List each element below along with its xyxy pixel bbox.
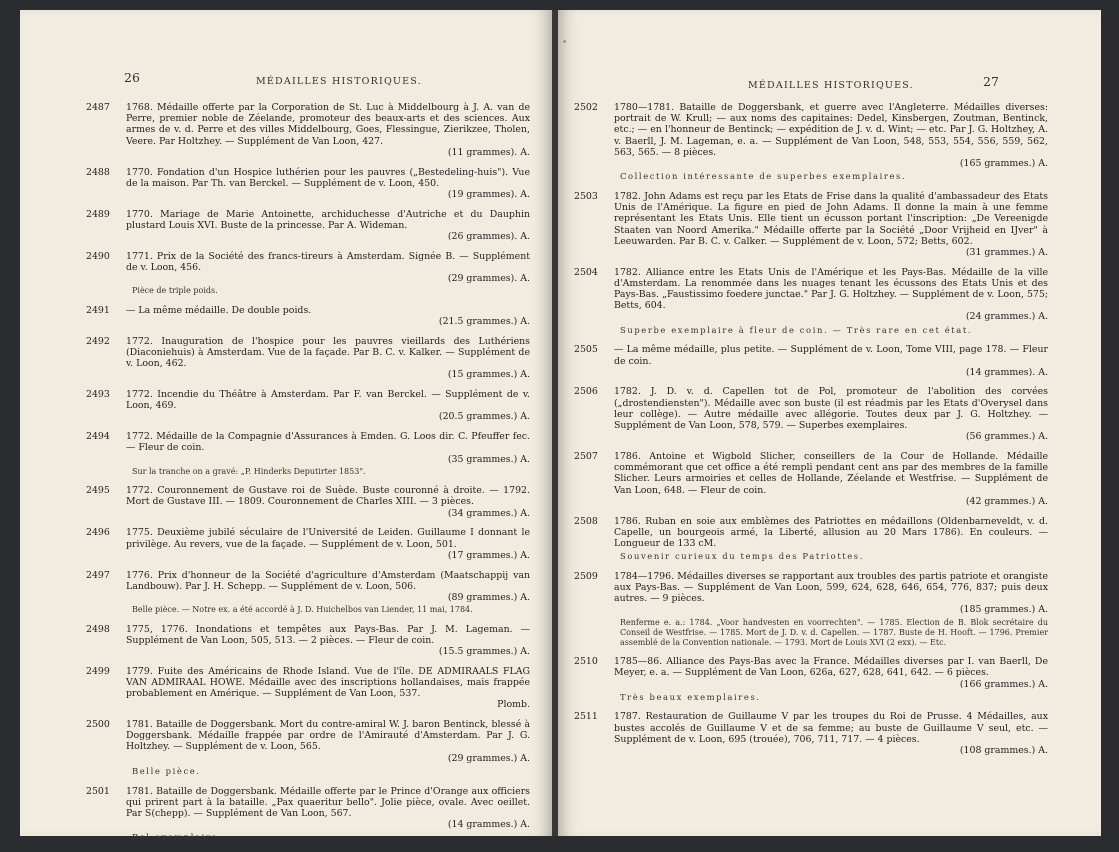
entry-weight: (89 grammes.) A. [447, 591, 530, 603]
entry-number: 2507 [574, 450, 598, 462]
entry-weight: (185 grammes.) A. [959, 604, 1048, 616]
entry-weight: (14 grammes.) A. [447, 819, 530, 831]
catalog-entry [86, 166, 530, 201]
entry-description: 1782. J. D. v. d. Capellen tot de Pol, promoteur de l'abolition des corvées („drostendiensten"). Médaille avec son buste (il est réadmis par les Etats d'Overysel dans leur collège). — Autre médaille avec allégorie. Toutes deux par J. G. Holtzhey. — Supplément de Van Loon, 578, 579. — Superbes exemplaires. [614, 386, 1048, 432]
entry-description: 1775, 1776. Inondations et tempêtes aux Pays-Bas. Par J. M. Lageman. — Supplément de Van Loon, 505, 513. — 2 pièces. — Fleur de coin. [126, 623, 530, 646]
entry-weight: (17 grammes.) A. [447, 549, 530, 561]
entry-number: 2494 [86, 431, 110, 443]
catalog-entry [574, 450, 1048, 507]
entry-weight: (24 grammes.) A. [965, 311, 1048, 323]
entry-description: 1780—1781. Bataille de Doggersbank, et guerre avec l'Angleterre. Médailles diverses: portrait de W. Krull; — aux noms des capitaines: Dedel, Kinsbergen, Zoutman, Bentinck, etc.; — en l'honneur de Bentinck; — expédition de J. v. d. Wint; — etc. Par J. G. Holtzhey, A. v. Baerll, J. M. Lageman, e. a. — Supplément de Van Loon, 548, 553, 554, 556, 559, 562, 563, 565. — 8 pièces. [614, 102, 1048, 158]
catalog-entry [86, 335, 530, 381]
catalog-entry [86, 208, 530, 243]
entry-number: 2509 [574, 570, 598, 582]
entry-number: 2510 [574, 656, 598, 668]
entry-remark: Superbe exemplaire à fleur de coin. — Très rare en cet état. [620, 324, 973, 335]
right-page [558, 10, 1101, 836]
entry-description: 1784—1796. Médailles diverses se rapportant aux troubles des partis patriote et orangiste aux Pays-Bas. — Supplément de Van Loon, 599, 624, 628, 646, 654, 776, 837; puis deux autres. — 9 pièces. [614, 570, 1048, 605]
right-page-number: 27 [983, 74, 999, 89]
catalog-entry [574, 102, 1048, 182]
entry-number: 2488 [86, 166, 110, 178]
catalog-entry [86, 569, 530, 616]
entry-number: 2490 [86, 250, 110, 262]
entry-number: 2505 [574, 344, 598, 356]
entry-weight: (15.5 grammes.) A. [438, 646, 530, 658]
catalog-entry [86, 304, 530, 328]
entry-weight: (31 grammes.) A. [965, 246, 1048, 258]
entry-number: 2487 [86, 102, 110, 113]
entry-weight: (14 grammes). A. [965, 366, 1048, 378]
entry-note: Pièce de triple poids. [132, 286, 218, 296]
entry-weight: (56 grammes.) A. [965, 431, 1048, 443]
entry-weight: (15 grammes.) A. [447, 369, 530, 381]
entry-description: — La même médaille. De double poids. [126, 304, 312, 316]
entry-description: 1771. Prix de la Société des francs-tireurs à Amsterdam. Signée B. — Supplément de v. Loon, 456. [126, 250, 530, 273]
catalog-entry [574, 344, 1048, 378]
entry-number: 2503 [574, 190, 598, 202]
entry-description: 1776. Prix d'honneur de la Société d'agriculture d'Amsterdam (Maatschappij van Landbouw). Par J. H. Schepp. — Supplément de v. Loon, 506. [126, 569, 530, 592]
entry-number: 2506 [574, 386, 598, 398]
entry-weight: (35 grammes.) A. [447, 453, 530, 465]
entry-note: Renferme e. a.: 1784. „Voor handvesten en voorrechten". — 1785. Election de B. Blok secrétaire du Conseil de Westfrise. — 1785. Mort de J. D. v. d. Capellen. — 1787. Buste de H. Hooft. — 1796. Premier assemblé de la Convention nationale. — 1793. Mort de Louis XVI (2 exx). — Etc. [620, 617, 1048, 647]
entry-description: 1786. Ruban en soie aux emblèmes des Patriottes en médaillons (Oldenbarneveldt, v. d. Capelle, un bourgeois armé, la Liberté, allusion au 20 Mars 1786). En couleurs. — Longueur de 133 cM. [614, 515, 1048, 549]
entry-weight: (108 grammes.) A. [959, 745, 1048, 757]
entry-description: 1781. Bataille de Doggersbank. Médaille offerte par le Prince d'Orange aux officiers qui prirent part à la bataille. „Pax quaeritur bello". Jolie pièce, ovale. Avec oeillet. Par S(chepp). — Supplément de Van Loon, 567. [126, 785, 530, 819]
entry-remark: Bel exemplaire. [132, 832, 223, 843]
entry-note: Sur la tranche on a gravé: „P. Hinderks Deputirter 1853". [132, 466, 366, 476]
entry-remark: Belle pièce. [132, 765, 201, 776]
entry-description: 1782. Alliance entre les Etats Unis de l'Amérique et les Pays-Bas. Médaille de la ville d'Amsterdam. La renommée dans les nuages tenant les écussons des Etats Unis et des Pays-Bas. „Faustissimo foedere junctae." Par J. G. Holtzhey. — Supplément de v. Loon, 575; Betts, 604. [614, 266, 1048, 312]
entry-description: 1782. John Adams est reçu par les Etats de Frise dans la qualité d'ambassadeur des Etats Unis de l'Amérique. La figure en pied de John Adams. Il donne la main à une femme représentant les Etats Unis. Elle tient un écusson portant l'inscription: „De Vereenigde Staaten van Noord Amerika." Médaille offerte par la Société „Door Vrijheid en IJver" à Leeuwarden. Par B. C. v. Calker. — Supplément de v. Loon, 572; Betts, 602. [614, 190, 1048, 247]
entry-number: 2500 [86, 719, 110, 731]
entry-weight: (26 grammes). A. [447, 231, 530, 243]
entry-weight: (34 grammes.) A. [447, 507, 530, 519]
catalog-entry [86, 719, 530, 777]
entry-weight: (165 grammes.) A. [959, 158, 1048, 170]
catalog-entry [86, 623, 530, 658]
entry-description: 1770. Mariage de Marie Antoinette, archiduchesse d'Autriche et du Dauphin plustard Louis XVI. Buste de la princesse. Par A. Wideman. [126, 208, 530, 231]
entry-description: 1772. Couronnement de Gustave roi de Suède. Buste couronné à droite. — 1792. Mort de Gustave III. — 1809. Couronnement de Charles XIII. — 3 pièces. [126, 485, 530, 508]
right-entries [574, 102, 1048, 765]
entry-remark: Très beaux exemplaires. [620, 691, 761, 702]
entry-weight: (42 grammes.) A. [965, 495, 1048, 507]
entry-description: 1775. Deuxième jubilé séculaire de l'Université de Leiden. Guillaume I donnant le privilège. Au revers, vue de la façade. — Supplément de v. Loon, 501. [126, 527, 530, 550]
catalog-entry [574, 656, 1048, 703]
entry-description: 1785—86. Alliance des Pays-Bas avec la France. Médailles diverses par I. van Baerll, De Meyer, e. a. — Supplément de Van Loon, 626a, 627, 628, 641, 642. — 6 pièces. [614, 656, 1048, 679]
entry-number: 2489 [86, 208, 110, 220]
entry-description: 1781. Bataille de Doggersbank. Mort du contre-amiral W. J. baron Bentinck, blessé à Doggersbank. Médaille frappée par ordre de l'Amirauté d'Amsterdam. Par J. G. Holtzhey. — Supplément de v. Loon, 565. [126, 719, 530, 753]
catalog-entry [574, 266, 1048, 336]
catalog-entry [86, 527, 530, 561]
entry-number: 2491 [86, 304, 110, 316]
catalog-entry [86, 250, 530, 297]
entry-number: 2508 [574, 515, 598, 527]
entry-remark: Souvenir curieux du temps des Patriottes. [620, 551, 864, 562]
entry-number: 2502 [574, 102, 598, 113]
entry-number: 2497 [86, 569, 110, 581]
entry-remark: Collection intéressante de superbes exemplaires. [620, 171, 907, 182]
entry-description: 1787. Restauration de Guillaume V par les troupes du Roi de Prusse. 4 Médailles, aux bustes accolés de Guillaume V et de sa femme; au buste de Guillaume V seul, etc. — Supplément de v. Loon, 695 (trouée), 706, 711, 717. — 4 pièces. [614, 711, 1048, 745]
entry-number: 2495 [86, 485, 110, 497]
entry-number: 2501 [86, 785, 110, 797]
catalog-entry [574, 190, 1048, 258]
entry-number: 2511 [574, 711, 598, 723]
catalog-entry [86, 665, 530, 711]
entry-weight: (29 grammes.) A. [447, 752, 530, 764]
entry-weight: (21.5 grammes.) A. [438, 316, 530, 328]
catalog-entry [86, 431, 530, 477]
entry-weight: (166 grammes.) A. [959, 678, 1048, 690]
entry-description: — La même médaille, plus petite. — Supplément de v. Loon, Tome VIII, page 178. — Fleur de coin. [614, 344, 1048, 367]
left-page [20, 10, 552, 843]
entry-number: 2504 [574, 266, 598, 278]
entry-number: 2499 [86, 665, 110, 677]
entry-note: Belle pièce. — Notre ex. a été accordé à J. D. Huichelbos van Liender, 11 mai, 1784. [132, 605, 473, 615]
entry-description: 1772. Incendie du Théâtre à Amsterdam. Par F. van Berckel. — Supplément de v. Loon, 469. [126, 389, 530, 412]
entry-description: 1772. Inauguration de l'hospice pour les pauvres vieillards des Luthériens (Diaconiehuis) à Amsterdam. Vue de la façade. Par B. C. v. Kalker. — Supplément de v. Loon, 462. [126, 335, 530, 370]
left-entries [86, 102, 530, 852]
entry-number: 2498 [86, 623, 110, 635]
entry-description: 1770. Fondation d'un Hospice luthérien pour les pauvres („Bestedeling-huis"). Vue de la maison. Par Th. van Berckel. — Supplément de v. Loon, 450. [126, 166, 530, 189]
entry-description: 1786. Antoine et Wigbold Slicher, conseillers de la Cour de Hollande. Médaille commémorant que cet office a été rempli pendant cent ans par des membres de la famille Slicher. Leurs armoiries et celles de Hollande, Zéelande et Westfrise. — Supplément de Van Loon, 648. — Fleur de coin. [614, 450, 1048, 496]
entry-weight: (11 grammes). A. [447, 146, 530, 158]
left-page-number: 26 [124, 70, 140, 85]
entry-weight: (20.5 grammes.) A. [438, 411, 530, 423]
entry-number: 2493 [86, 389, 110, 401]
catalog-entry [574, 515, 1048, 563]
catalog-entry [86, 389, 530, 423]
right-page-header: MÉDAILLES HISTORIQUES. [748, 80, 914, 91]
entry-description: 1779. Fuite des Américains de Rhode Island. Vue de l'île. DE ADMIRAALS FLAG VAN ADMIRAAL HOWE. Médaille avec des inscriptions hollandaises, mais frappée probablement en Amérique. — Supplément de Van Loon, 537. [126, 665, 530, 700]
entry-number: 2492 [86, 335, 110, 347]
entry-weight: Plomb. [497, 699, 530, 711]
entry-weight: (19 grammes). A. [447, 188, 530, 200]
catalog-entry [86, 485, 530, 519]
entry-description: 1772. Médaille de la Compagnie d'Assurances à Emden. G. Loos dir. C. Pfeuffer fec. — Fleur de coin. [126, 431, 530, 454]
catalog-entry [86, 785, 530, 844]
entry-weight: (29 grammes). A. [447, 273, 530, 285]
catalog-entry [86, 102, 530, 158]
catalog-entry [574, 711, 1048, 757]
page-mark [563, 40, 566, 43]
catalog-entry [574, 386, 1048, 443]
entry-description: 1768. Médaille offerte par la Corporation de St. Luc à Middelbourg à J. A. van de Perre, premier noble de Zéelande, promoteur des beaux-arts et des sciences. Aux armes de v. d. Perre et des villes Middelbourg, Goes, Flessingue, Zierikzee, Tholen, Veere. Par Holtzhey. — Supplément de Van Loon, 427. [126, 102, 530, 147]
catalog-entry [574, 570, 1048, 648]
left-page-header: MÉDAILLES HISTORIQUES. [256, 76, 422, 87]
entry-number: 2496 [86, 527, 110, 539]
